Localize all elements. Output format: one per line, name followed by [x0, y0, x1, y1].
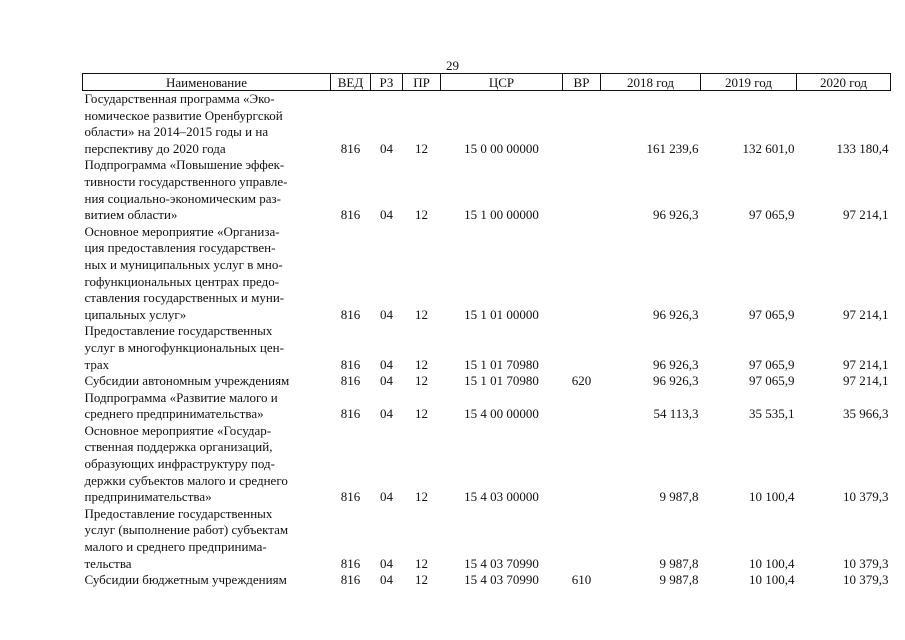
- budget-table: [82, 73, 891, 589]
- cell-vr: [563, 91, 601, 158]
- name-line: ния социально-экономическим раз-: [84, 190, 281, 206]
- cell-csr: 15 1 01 00000: [464, 306, 539, 322]
- name-line: Субсидии бюджетным учреждениям: [84, 572, 287, 588]
- cell-2019: 10 100,4: [749, 555, 795, 571]
- cell-2020: 97 214,1: [843, 356, 889, 372]
- cell-pr: 12: [415, 140, 428, 156]
- name-line: услуг (выполнение работ) субъектам: [84, 522, 289, 538]
- cell-rz: 04: [380, 555, 393, 571]
- table-row: [83, 506, 891, 572]
- cell-pr: 12: [415, 489, 428, 505]
- name-line: тельства: [84, 555, 132, 571]
- cell-pr: 12: [415, 356, 428, 372]
- cell-csr: 15 1 01 70980: [464, 356, 539, 372]
- name-line: ственная поддержка организаций,: [84, 439, 273, 455]
- cell-2019: 10 100,4: [749, 572, 795, 588]
- cell-pr: 12: [415, 572, 428, 588]
- name-line: Основное мероприятие «Государ-: [84, 422, 272, 438]
- table-row: [83, 390, 891, 423]
- cell-2020: 10 379,3: [843, 489, 889, 505]
- cell-ved: 816: [340, 572, 361, 588]
- cell-vr: [563, 423, 601, 506]
- cell-2018: 9 987,8: [659, 572, 699, 588]
- cell-2018: 96 926,3: [653, 207, 699, 223]
- header-name: Наименование: [83, 74, 331, 91]
- cell-pr: 12: [415, 207, 428, 223]
- cell-rz: 04: [380, 572, 393, 588]
- cell-2018: 54 113,3: [653, 406, 699, 422]
- name-line: ципальных услуг»: [84, 306, 187, 322]
- cell-2018: 9 987,8: [659, 489, 699, 505]
- header-csr: ЦСР: [441, 74, 563, 91]
- cell-ved: 816: [340, 489, 361, 505]
- name-line: номическое развитие Оренбургской: [84, 107, 283, 123]
- name-line: среднего предпринимательства»: [84, 406, 264, 422]
- cell-2018: 9 987,8: [659, 555, 699, 571]
- cell-2018: 96 926,3: [653, 373, 699, 389]
- cell-vr: [563, 323, 601, 373]
- cell-rz: 04: [380, 489, 393, 505]
- name-line: витием области»: [84, 207, 178, 223]
- name-line: образующих инфраструктуру под-: [84, 456, 275, 472]
- cell-pr: 12: [415, 555, 428, 571]
- cell-name: [83, 224, 331, 324]
- name-line: Предоставление государственных: [84, 505, 273, 521]
- cell-pr: 12: [415, 306, 428, 322]
- cell-name: [83, 390, 331, 423]
- name-line: перспективу до 2020 года: [84, 140, 226, 156]
- page-number: 29: [446, 58, 459, 73]
- cell-2019: 35 535,1: [749, 406, 795, 422]
- cell-2018: 161 239,6: [646, 140, 699, 156]
- name-line: области» на 2014–2015 годы и на: [84, 124, 269, 140]
- name-line: Основное мероприятие «Организа-: [84, 223, 280, 239]
- name-line: Государственная программа «Эко-: [84, 91, 275, 106]
- name-line: ставления государственных и муни-: [84, 290, 285, 306]
- cell-2019: 97 065,9: [749, 207, 795, 223]
- cell-rz: 04: [380, 306, 393, 322]
- cell-2020: 10 379,3: [843, 555, 889, 571]
- header-row: [83, 74, 891, 91]
- cell-csr: 15 4 03 70990: [464, 572, 539, 588]
- name-line: услуг в многофункциональных цен-: [84, 339, 284, 355]
- cell-csr: 15 1 00 00000: [464, 207, 539, 223]
- cell-csr: 15 4 03 00000: [464, 489, 539, 505]
- cell-ved: 816: [340, 555, 361, 571]
- cell-pr: 12: [415, 406, 428, 422]
- name-line: Субсидии автономным учреждениям: [84, 373, 290, 389]
- header-rz: РЗ: [371, 74, 403, 91]
- name-line: трах: [84, 356, 110, 372]
- cell-vr: [563, 224, 601, 324]
- cell-2019: 97 065,9: [749, 373, 795, 389]
- name-line: Предоставление государственных: [84, 323, 273, 339]
- cell-vr: [563, 157, 601, 223]
- cell-vr: [563, 506, 601, 572]
- cell-csr: 15 1 01 70980: [464, 373, 539, 389]
- cell-2020: 97 214,1: [843, 207, 889, 223]
- cell-pr: 12: [415, 373, 428, 389]
- cell-2019: 97 065,9: [749, 306, 795, 322]
- cell-vr: 620: [571, 373, 592, 389]
- table-header: [83, 74, 891, 91]
- cell-2020: 133 180,4: [836, 140, 889, 156]
- cell-csr: 15 4 00 00000: [464, 406, 539, 422]
- table-row: [83, 157, 891, 223]
- cell-2020: 97 214,1: [843, 306, 889, 322]
- header-2018: 2018 год: [601, 74, 701, 91]
- cell-ved: 816: [340, 406, 361, 422]
- cell-rz: 04: [380, 373, 393, 389]
- cell-csr: 15 4 03 70990: [464, 555, 539, 571]
- name-line: ных и муниципальных услуг в мно-: [84, 256, 283, 272]
- cell-2019: 132 601,0: [742, 140, 795, 156]
- cell-2020: 10 379,3: [843, 572, 889, 588]
- cell-name: [83, 323, 331, 373]
- cell-rz: 04: [380, 406, 393, 422]
- name-line: малого и среднего предпринима-: [84, 539, 267, 555]
- cell-2018: 96 926,3: [653, 356, 699, 372]
- cell-ved: 816: [340, 373, 361, 389]
- cell-ved: 816: [340, 356, 361, 372]
- cell-ved: 816: [340, 207, 361, 223]
- cell-name: [83, 157, 331, 223]
- cell-vr: 610: [571, 572, 592, 588]
- name-line: гофункциональных центрах предо-: [84, 273, 280, 289]
- table-row: [83, 91, 891, 158]
- name-line: тивности государственного управле-: [84, 173, 288, 189]
- header-vr: ВР: [563, 74, 601, 91]
- table-row: [83, 224, 891, 324]
- cell-2020: 35 966,3: [843, 406, 889, 422]
- table-body: [83, 91, 891, 589]
- cell-name: [83, 572, 331, 589]
- table-row: [83, 572, 891, 589]
- cell-2018: 96 926,3: [653, 306, 699, 322]
- table-row: [83, 373, 891, 390]
- cell-name: [83, 423, 331, 506]
- header-2019: 2019 год: [701, 74, 797, 91]
- name-line: держки субъектов малого и среднего: [84, 472, 288, 488]
- cell-rz: 04: [380, 207, 393, 223]
- cell-name: [83, 506, 331, 572]
- name-line: Подпрограмма «Повышение эффек-: [84, 157, 285, 173]
- cell-2019: 10 100,4: [749, 489, 795, 505]
- cell-csr: 15 0 00 00000: [464, 140, 539, 156]
- name-line: предпринимательства»: [84, 489, 212, 505]
- name-line: Подпрограмма «Развитие малого и: [84, 389, 278, 405]
- cell-2020: 97 214,1: [843, 373, 889, 389]
- cell-name: [83, 91, 331, 158]
- cell-rz: 04: [380, 140, 393, 156]
- cell-2019: 97 065,9: [749, 356, 795, 372]
- cell-ved: 816: [340, 140, 361, 156]
- cell-rz: 04: [380, 356, 393, 372]
- cell-name: [83, 373, 331, 390]
- header-ved: ВЕД: [331, 74, 371, 91]
- table-row: [83, 423, 891, 506]
- name-line: ция предоставления государствен-: [84, 240, 276, 256]
- cell-vr: [563, 390, 601, 423]
- header-pr: ПР: [403, 74, 441, 91]
- header-2020: 2020 год: [797, 74, 891, 91]
- table-row: [83, 323, 891, 373]
- cell-ved: 816: [340, 306, 361, 322]
